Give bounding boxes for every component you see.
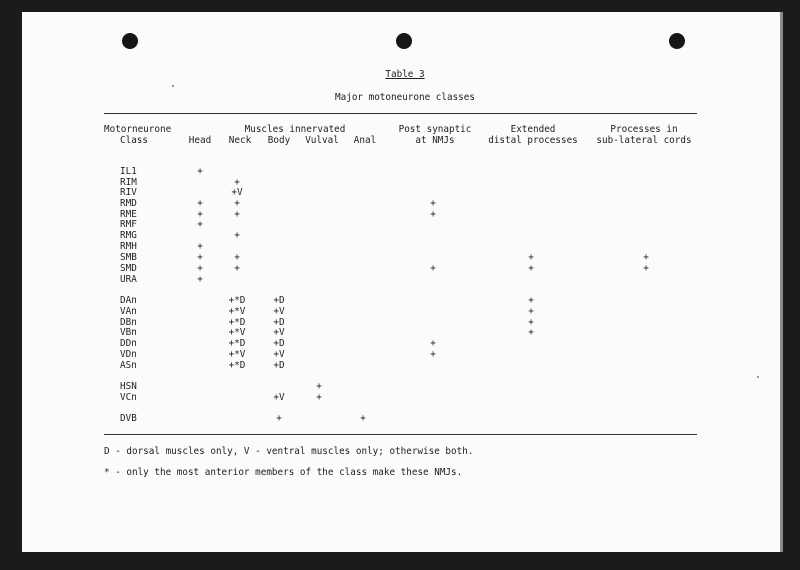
cell-ext: + xyxy=(528,252,534,263)
header-body: Body xyxy=(267,135,291,146)
row-class-name: VDn xyxy=(120,349,137,360)
cell-post: + xyxy=(430,338,436,349)
cell-head: + xyxy=(197,241,203,252)
row-class-name: ASn xyxy=(120,360,137,371)
cell-body: +V xyxy=(273,327,285,338)
footnote-anterior: * - only the most anterior members of the class make these NMJs. xyxy=(104,467,463,478)
row-class-name: RMF xyxy=(120,219,137,230)
paper-speck xyxy=(757,376,759,378)
cell-neck: +*V xyxy=(228,306,246,317)
cell-neck: +V xyxy=(231,187,243,198)
footnote-dorsal-ventral: D - dorsal muscles only, V - ventral muscles only; otherwise both. xyxy=(104,446,474,457)
row-class-name: RMD xyxy=(120,198,137,209)
cell-neck: +*V xyxy=(228,349,246,360)
header-class-line2: Class xyxy=(120,135,148,146)
cell-vulval: + xyxy=(316,392,322,403)
row-class-name: VBn xyxy=(120,327,137,338)
table-caption: Major motoneurone classes xyxy=(335,92,475,103)
cell-ext: + xyxy=(528,317,534,328)
cell-post: + xyxy=(430,349,436,360)
row-class-name: SMB xyxy=(120,252,137,263)
cell-neck: + xyxy=(234,177,240,188)
cell-body: + xyxy=(276,413,282,424)
row-class-name: DBn xyxy=(120,317,137,328)
punch-hole-right xyxy=(669,33,685,49)
cell-head: + xyxy=(197,166,203,177)
cell-head: + xyxy=(197,252,203,263)
row-class-name: RIV xyxy=(120,187,137,198)
cell-ext: + xyxy=(528,295,534,306)
cell-body: +D xyxy=(273,360,285,371)
header-head: Head xyxy=(188,135,212,146)
punch-hole-left xyxy=(122,33,138,49)
cell-neck: +*V xyxy=(228,327,246,338)
row-class-name: DAn xyxy=(120,295,137,306)
paper-speck xyxy=(172,85,174,87)
row-class-name: RMG xyxy=(120,230,137,241)
cell-neck: +*D xyxy=(228,317,246,328)
cell-post: + xyxy=(430,263,436,274)
table-label: Table 3 xyxy=(385,69,425,80)
cell-head: + xyxy=(197,274,203,285)
cell-neck: + xyxy=(234,230,240,241)
header-vulval: Vulval xyxy=(305,135,339,146)
cell-neck: + xyxy=(234,209,240,220)
header-extended: Extended xyxy=(510,124,556,135)
row-class-name: HSN xyxy=(120,381,137,392)
cell-ext: + xyxy=(528,263,534,274)
punch-hole-middle xyxy=(396,33,412,49)
header-distal-processes: distal processes xyxy=(488,135,578,146)
top-rule xyxy=(104,113,697,114)
page-edge xyxy=(780,12,783,552)
cell-neck: +*D xyxy=(228,295,246,306)
cell-ext: + xyxy=(528,306,534,317)
row-class-name: SMD xyxy=(120,263,137,274)
cell-body: +V xyxy=(273,392,285,403)
header-neck: Neck xyxy=(228,135,252,146)
cell-body: +D xyxy=(273,295,285,306)
cell-body: +V xyxy=(273,306,285,317)
row-class-name: URA xyxy=(120,274,137,285)
row-class-name: DVB xyxy=(120,413,137,424)
cell-head: + xyxy=(197,263,203,274)
cell-post: + xyxy=(430,198,436,209)
row-class-name: VAn xyxy=(120,306,137,317)
cell-proc: + xyxy=(643,263,649,274)
header-anal: Anal xyxy=(353,135,377,146)
cell-neck: +*D xyxy=(228,338,246,349)
row-class-name: RME xyxy=(120,209,137,220)
cell-head: + xyxy=(197,219,203,230)
cell-post: + xyxy=(430,209,436,220)
row-class-name: RIM xyxy=(120,177,137,188)
cell-vulval: + xyxy=(316,381,322,392)
header-class-line1: Motorneurone xyxy=(104,124,172,135)
cell-head: + xyxy=(197,209,203,220)
header-processes-in: Processes in xyxy=(610,124,678,135)
cell-body: +D xyxy=(273,338,285,349)
cell-proc: + xyxy=(643,252,649,263)
row-class-name: DDn xyxy=(120,338,137,349)
header-muscles-innervated: Muscles innervated xyxy=(244,124,346,135)
cell-anal: + xyxy=(360,413,366,424)
cell-body: +D xyxy=(273,317,285,328)
cell-neck: +*D xyxy=(228,360,246,371)
cell-neck: + xyxy=(234,198,240,209)
cell-body: +V xyxy=(273,349,285,360)
cell-neck: + xyxy=(234,252,240,263)
cell-head: + xyxy=(197,198,203,209)
header-sub-lateral-cords: sub-lateral cords xyxy=(596,135,692,146)
header-at-nmjs: at NMJs xyxy=(415,135,455,146)
row-class-name: IL1 xyxy=(120,166,137,177)
cell-neck: + xyxy=(234,263,240,274)
row-class-name: RMH xyxy=(120,241,137,252)
row-class-name: VCn xyxy=(120,392,137,403)
bottom-rule xyxy=(104,434,697,435)
cell-ext: + xyxy=(528,327,534,338)
header-post-synaptic: Post synaptic xyxy=(398,124,472,135)
